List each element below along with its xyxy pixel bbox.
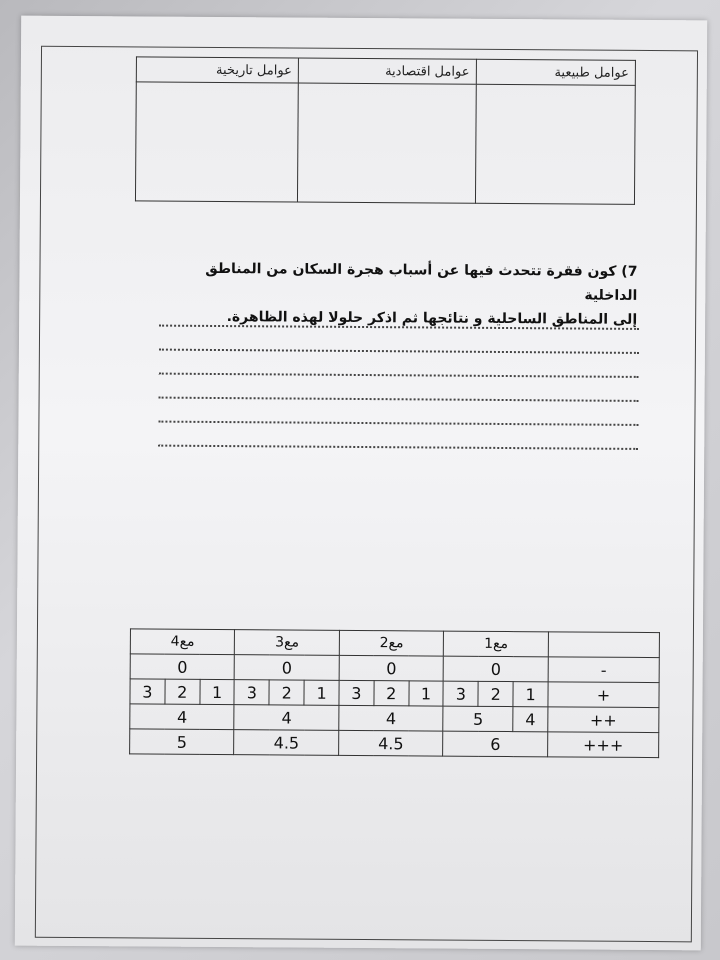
score-cell: 4 [130, 704, 235, 730]
header-natural-factors: عوامل طبيعية [476, 59, 636, 85]
score-cell: 1 [200, 679, 235, 704]
score-cell: 2 [478, 681, 513, 706]
score-cell: 3 [130, 679, 165, 704]
score-cell: 0 [130, 654, 235, 680]
question-line-1: 7) كون فقرة تتحدث فيها عن أسباب هجرة السكان من المناطق الداخلية [205, 260, 638, 304]
symbol-cell: +++ [548, 732, 659, 758]
natural-factors-cell[interactable] [475, 84, 635, 204]
economic-factors-cell[interactable] [297, 83, 475, 203]
score-cell: 0 [444, 656, 549, 682]
score-cell: 5 [130, 729, 235, 755]
score-cell: 4.5 [234, 730, 339, 756]
score-cell: 4.5 [339, 730, 444, 756]
question-7 [147, 257, 637, 332]
score-cell: 1 [409, 681, 444, 706]
symbol-cell: + [548, 682, 659, 708]
symbol-cell: - [548, 657, 659, 683]
header-historical-factors: عوامل تاريخية [136, 57, 298, 83]
score-cell: 4 [513, 707, 548, 732]
historical-factors-cell[interactable] [135, 82, 298, 202]
criterion-2-header: مع2 [339, 630, 444, 656]
score-cell: 3 [234, 680, 269, 705]
score-cell: 0 [235, 655, 340, 681]
score-cell: 2 [374, 681, 409, 706]
question-line-2: إلى المناطق الساحلية و نتائجها ثم اذكر حلولا لهذه الظاهرة. [226, 309, 638, 328]
header-economic-factors: عوامل اقتصادية [298, 58, 476, 84]
score-cell: 4 [234, 705, 339, 731]
factors-table [135, 56, 636, 204]
score-cell: 4 [339, 705, 444, 731]
score-cell: 3 [339, 680, 374, 705]
score-cell: 5 [443, 706, 513, 731]
grading-table [129, 628, 660, 758]
symbol-header [548, 632, 659, 658]
criterion-1-header: مع1 [444, 631, 549, 657]
score-cell: 6 [443, 731, 548, 757]
score-cell: 1 [513, 682, 548, 707]
symbol-cell: ++ [548, 707, 659, 733]
score-cell: 0 [339, 655, 444, 681]
score-cell: 2 [269, 680, 304, 705]
score-cell: 2 [165, 679, 200, 704]
criterion-4-header: مع4 [130, 629, 235, 655]
worksheet-page [15, 16, 707, 951]
score-cell: 1 [304, 680, 339, 705]
score-cell: 3 [443, 681, 478, 706]
criterion-3-header: مع3 [235, 630, 340, 656]
